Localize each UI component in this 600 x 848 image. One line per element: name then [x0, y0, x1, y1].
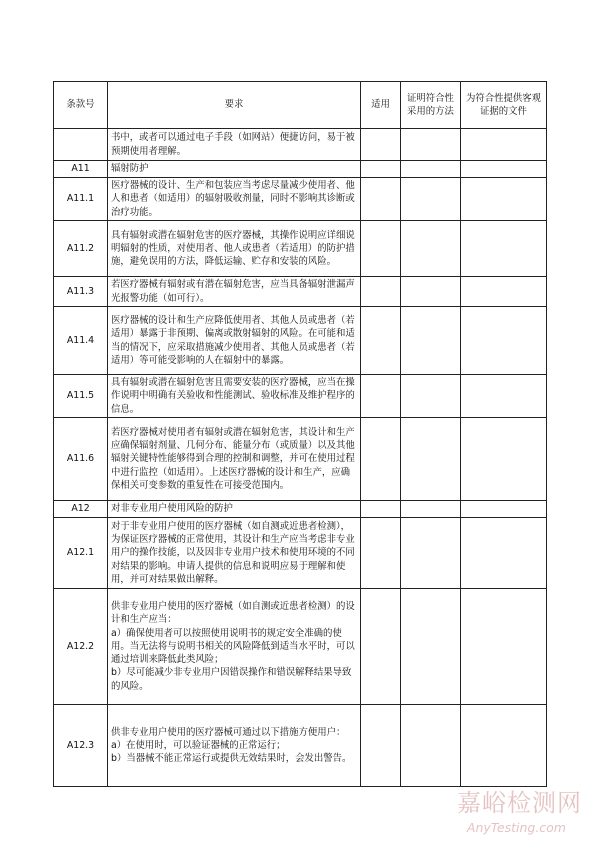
requirement-text: 供非专业用户使用的医疗器械可通过以下措施方便用户： a）在使用时，可以验证器械的正常运行； b）当器械不能正常运行或提供无效结果时，会发出警告。 — [108, 705, 361, 787]
col-header-method: 证明符合性采用的方法 — [401, 82, 461, 129]
evidence-cell — [461, 375, 547, 418]
evidence-cell — [461, 589, 547, 705]
method-cell — [401, 501, 461, 518]
watermark-logo-text: 嘉峪检测网 — [457, 789, 582, 817]
table-row — [54, 418, 547, 501]
evidence-cell — [461, 129, 547, 161]
clause-number: A11.5 — [54, 375, 108, 418]
method-cell — [401, 307, 461, 375]
table-row — [54, 161, 547, 178]
applicable-cell — [361, 705, 401, 787]
requirement-text: 医疗器械的设计、生产和包装应当考虑尽量减少使用者、他人和患者（如适用）的辐射吸收剂量，同时不影响其诊断或治疗功能。 — [108, 178, 361, 221]
table-row — [54, 221, 547, 277]
requirement-text: 具有辐射或潜在辐射危害的医疗器械，其操作说明应详细说明辐射的性质，对使用者、他人或患者（若适用）的防护措施，避免误用的方法，降低运输、贮存和安装的风险。 — [108, 221, 361, 277]
evidence-cell — [461, 161, 547, 178]
method-cell — [401, 705, 461, 787]
evidence-cell — [461, 221, 547, 277]
method-cell — [401, 221, 461, 277]
table-row — [54, 589, 547, 705]
col-header-evidence: 为符合性提供客观证据的文件 — [461, 82, 547, 129]
table-row — [54, 518, 547, 589]
table-row — [54, 375, 547, 418]
applicable-cell — [361, 375, 401, 418]
applicable-cell — [361, 307, 401, 375]
table-header-row — [54, 82, 547, 129]
method-cell — [401, 418, 461, 501]
method-cell — [401, 375, 461, 418]
evidence-cell — [461, 307, 547, 375]
evidence-cell — [461, 705, 547, 787]
clause-number: A11.6 — [54, 418, 108, 501]
clause-number: A12 — [54, 501, 108, 518]
clause-number: A11.2 — [54, 221, 108, 277]
clause-number: A11 — [54, 161, 108, 178]
evidence-cell — [461, 501, 547, 518]
requirement-text: 对非专业用户使用风险的防护 — [108, 501, 361, 518]
clause-number: A11.1 — [54, 178, 108, 221]
requirement-text: 书中，或者可以通过电子手段（如网站）便捷访问，易于被预期使用者理解。 — [108, 129, 361, 161]
clause-number: A12.1 — [54, 518, 108, 589]
requirement-text: 对于非专业用户使用的医疗器械（如自测或近患者检测），为保证医疗器械的正常使用，其设计和生产应当考虑非专业用户的操作技能，以及因非专业用户技术和使用环境的不同对结果的影响。申请人提供的信息和说明应易于理解和使用，并可对结果做出解释。 — [108, 518, 361, 589]
applicable-cell — [361, 501, 401, 518]
method-cell — [401, 518, 461, 589]
applicable-cell — [361, 418, 401, 501]
applicable-cell — [361, 277, 401, 307]
table-row — [54, 501, 547, 518]
method-cell — [401, 129, 461, 161]
table-row — [54, 178, 547, 221]
clause-number: A12.2 — [54, 589, 108, 705]
col-header-requirement: 要求 — [108, 82, 361, 129]
requirement-text: 若医疗器械对使用者有辐射或潜在辐射危害，其设计和生产应确保辐射剂量、几何分布、能量分布（或质量）以及其他辐射关键特性能够得到合理的控制和调整，并可在使用过程中进行监控（如适用）。上述医疗器械的设计和生产，应确保相关可变参数的重复性在可接受范围内。 — [108, 418, 361, 501]
col-header-applicable: 适用 — [361, 82, 401, 129]
method-cell — [401, 277, 461, 307]
requirement-text: 若医疗器械有辐射或有潜在辐射危害，应当具备辐射泄漏声光报警功能（如可行）。 — [108, 277, 361, 307]
evidence-cell — [461, 518, 547, 589]
table-row — [54, 705, 547, 787]
clause-number: A11.4 — [54, 307, 108, 375]
clause-number: A12.3 — [54, 705, 108, 787]
applicable-cell — [361, 589, 401, 705]
table-row — [54, 129, 547, 161]
requirement-text: 供非专业用户使用的医疗器械（如自测或近患者检测）的设计和生产应当： a）确保使用者可以按照使用说明书的规定安全准确的使用。当无法将与说明书相关的风险降低到适当水平时，可以通过培训来降低此类风险； b）尽可能减少非专业用户因错误操作和错误解释结果导致的风险。 — [108, 589, 361, 705]
applicable-cell — [361, 221, 401, 277]
requirement-text: 医疗器械的设计和生产应降低使用者、其他人员或患者（若适用）暴露于非预期、偏离或散射辐射的风险。在可能和适当的情况下，应采取措施减少使用者、其他人员或患者（若适用）等可能受影响的人在辐射中的暴露。 — [108, 307, 361, 375]
requirement-text: 辐射防护 — [108, 161, 361, 178]
watermark-url: AnyTesting.com — [466, 820, 566, 835]
method-cell — [401, 589, 461, 705]
table-row — [54, 307, 547, 375]
clause-number: A11.3 — [54, 277, 108, 307]
requirements-table — [53, 81, 547, 787]
method-cell — [401, 178, 461, 221]
method-cell — [401, 161, 461, 178]
requirement-text: 具有辐射或潜在辐射危害且需要安装的医疗器械，应当在操作说明中明确有关验收和性能测试、验收标准及维护程序的信息。 — [108, 375, 361, 418]
applicable-cell — [361, 178, 401, 221]
evidence-cell — [461, 418, 547, 501]
evidence-cell — [461, 178, 547, 221]
applicable-cell — [361, 161, 401, 178]
col-header-clause: 条款号 — [54, 82, 108, 129]
applicable-cell — [361, 518, 401, 589]
applicable-cell — [361, 129, 401, 161]
evidence-cell — [461, 277, 547, 307]
table-row — [54, 277, 547, 307]
clause-number — [54, 129, 108, 161]
